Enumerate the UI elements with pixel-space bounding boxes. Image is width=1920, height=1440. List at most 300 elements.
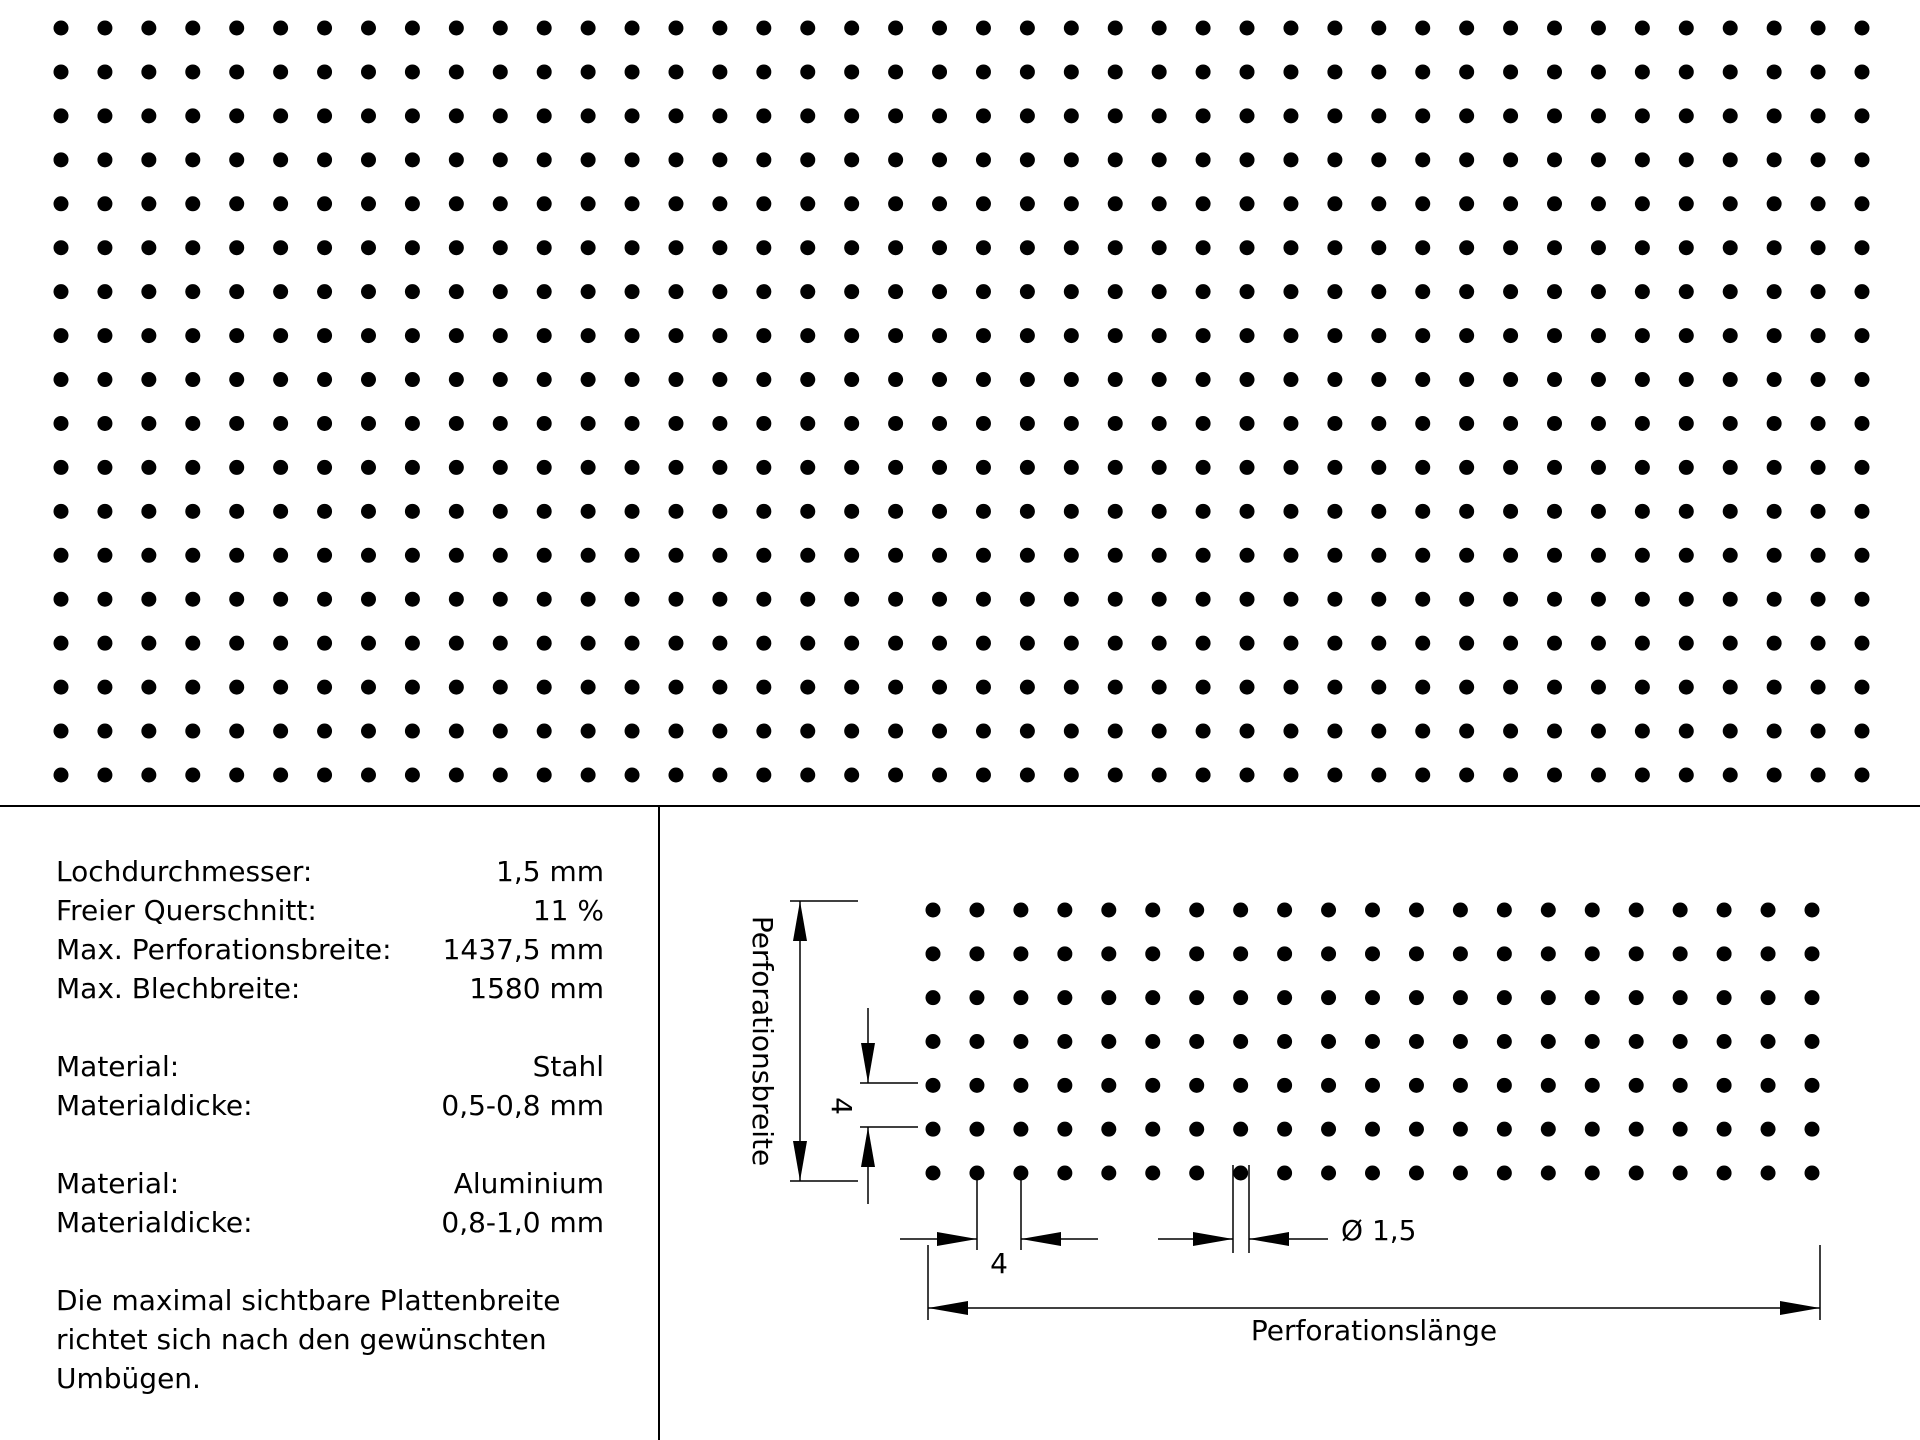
perforation-hole bbox=[1723, 328, 1738, 343]
perforation-hole bbox=[1459, 284, 1474, 299]
detail-hole bbox=[1805, 903, 1820, 918]
perforation-hole bbox=[1811, 680, 1826, 695]
perforation-hole bbox=[449, 328, 464, 343]
perforation-hole bbox=[405, 328, 420, 343]
perforation-hole bbox=[844, 21, 859, 36]
perforation-hole bbox=[932, 416, 947, 431]
perforation-hole bbox=[405, 636, 420, 651]
perforation-hole bbox=[1327, 636, 1342, 651]
perforation-hole bbox=[1459, 680, 1474, 695]
detail-hole bbox=[1189, 990, 1204, 1005]
perforation-hole bbox=[54, 64, 69, 79]
detail-hole bbox=[1013, 946, 1028, 961]
perforation-hole bbox=[97, 284, 112, 299]
detail-hole bbox=[1365, 1078, 1380, 1093]
detail-hole bbox=[1805, 1034, 1820, 1049]
perforation-hole bbox=[888, 504, 903, 519]
perforation-hole bbox=[1240, 592, 1255, 607]
perforation-hole bbox=[537, 548, 552, 563]
perforation-hole bbox=[273, 504, 288, 519]
perforation-hole bbox=[405, 108, 420, 123]
perforation-hole bbox=[405, 504, 420, 519]
detail-hole bbox=[1101, 903, 1116, 918]
perforation-hole bbox=[844, 328, 859, 343]
perforation-hole bbox=[625, 768, 640, 783]
perforation-hole bbox=[141, 372, 156, 387]
detail-hole bbox=[1805, 1078, 1820, 1093]
detail-hole bbox=[1409, 1078, 1424, 1093]
perforation-hole bbox=[1503, 768, 1518, 783]
perforation-hole bbox=[844, 240, 859, 255]
detail-hole bbox=[1409, 946, 1424, 961]
detail-hole bbox=[1013, 903, 1028, 918]
perforation-hole bbox=[1064, 372, 1079, 387]
perforation-hole bbox=[141, 680, 156, 695]
perforation-hole bbox=[1547, 328, 1562, 343]
perforation-hole bbox=[361, 284, 376, 299]
perforation-hole bbox=[1152, 548, 1167, 563]
perforation-hole bbox=[668, 284, 683, 299]
detail-hole bbox=[1805, 990, 1820, 1005]
perforation-hole bbox=[1283, 504, 1298, 519]
perforation-hole bbox=[1855, 196, 1870, 211]
perforation-hole bbox=[405, 64, 420, 79]
perforation-hole bbox=[97, 724, 112, 739]
perforation-hole bbox=[1635, 636, 1650, 651]
perforation-hole bbox=[1152, 284, 1167, 299]
perforation-hole bbox=[1767, 240, 1782, 255]
perforation-hole bbox=[1679, 416, 1694, 431]
perforation-hole bbox=[185, 108, 200, 123]
perforation-hole bbox=[888, 328, 903, 343]
perforation-hole bbox=[1503, 592, 1518, 607]
perforation-hole bbox=[1503, 636, 1518, 651]
perforation-hole bbox=[1723, 284, 1738, 299]
perforation-hole bbox=[1196, 64, 1211, 79]
perforation-hole bbox=[449, 504, 464, 519]
detail-hole bbox=[1805, 1122, 1820, 1137]
perforation-hole bbox=[800, 636, 815, 651]
perforation-hole bbox=[1811, 592, 1826, 607]
perforation-hole bbox=[1855, 152, 1870, 167]
perforation-hole bbox=[581, 724, 596, 739]
perforation-hole bbox=[1196, 680, 1211, 695]
perforation-hole bbox=[1415, 548, 1430, 563]
detail-hole bbox=[1497, 1034, 1512, 1049]
detail-hole bbox=[1453, 1122, 1468, 1137]
perforation-hole bbox=[976, 416, 991, 431]
perforation-hole bbox=[976, 21, 991, 36]
spec-label: Material: bbox=[56, 1050, 180, 1083]
perforation-hole bbox=[712, 108, 727, 123]
perforation-hole bbox=[537, 504, 552, 519]
detail-hole bbox=[1277, 1078, 1292, 1093]
perforation-hole bbox=[1679, 636, 1694, 651]
perforation-hole bbox=[800, 21, 815, 36]
perforation-hole bbox=[1503, 328, 1518, 343]
perforation-hole bbox=[361, 372, 376, 387]
perforation-hole bbox=[317, 240, 332, 255]
perforation-hole bbox=[537, 636, 552, 651]
perforation-hole bbox=[1547, 636, 1562, 651]
perforation-hole bbox=[1855, 636, 1870, 651]
detail-hole bbox=[1541, 903, 1556, 918]
perforation-hole bbox=[97, 504, 112, 519]
perforation-hole bbox=[625, 196, 640, 211]
detail-hole bbox=[1189, 946, 1204, 961]
detail-hole bbox=[1057, 1122, 1072, 1137]
perforation-hole bbox=[1064, 460, 1079, 475]
perforation-hole bbox=[1679, 108, 1694, 123]
detail-hole bbox=[1805, 946, 1820, 961]
perforation-hole bbox=[1283, 284, 1298, 299]
perforation-hole bbox=[405, 592, 420, 607]
perforation-hole bbox=[1152, 240, 1167, 255]
perforation-hole bbox=[1020, 636, 1035, 651]
perforation-hole bbox=[1415, 21, 1430, 36]
perforation-hole bbox=[976, 724, 991, 739]
perforation-hole bbox=[1152, 680, 1167, 695]
perforation-hole bbox=[537, 416, 552, 431]
perforation-hole bbox=[756, 328, 771, 343]
perforation-hole bbox=[361, 152, 376, 167]
perforation-hole bbox=[185, 328, 200, 343]
perforation-hole bbox=[273, 372, 288, 387]
perforation-hole bbox=[932, 196, 947, 211]
perforation-hole bbox=[361, 724, 376, 739]
perforation-hole bbox=[185, 21, 200, 36]
perforation-hole bbox=[1635, 196, 1650, 211]
perforation-hole bbox=[1679, 548, 1694, 563]
perforation-hole bbox=[756, 108, 771, 123]
perforation-hole bbox=[1283, 680, 1298, 695]
perforation-hole bbox=[1196, 372, 1211, 387]
perforation-hole bbox=[185, 768, 200, 783]
spec-note: Die maximal sichtbare Plattenbreite richtet sich nach den gewünschten Umbügen. bbox=[56, 1284, 561, 1395]
perforation-hole bbox=[1108, 680, 1123, 695]
perforation-hole bbox=[1108, 372, 1123, 387]
detail-hole bbox=[1629, 903, 1644, 918]
perforation-hole bbox=[1679, 504, 1694, 519]
detail-hole bbox=[1409, 1166, 1424, 1181]
perforation-hole bbox=[1767, 416, 1782, 431]
perforation-hole bbox=[185, 460, 200, 475]
detail-hole bbox=[1145, 1078, 1160, 1093]
perforation-hole bbox=[625, 636, 640, 651]
perforation-hole bbox=[1020, 768, 1035, 783]
perforation-hole bbox=[1240, 21, 1255, 36]
perforation-hole bbox=[1459, 460, 1474, 475]
perforation-hole bbox=[1152, 152, 1167, 167]
perforation-hole bbox=[1723, 636, 1738, 651]
perforation-hole bbox=[888, 240, 903, 255]
perforation-hole bbox=[1767, 328, 1782, 343]
perforation-hole bbox=[1064, 548, 1079, 563]
perforation-hole bbox=[1547, 240, 1562, 255]
perforation-hole bbox=[449, 592, 464, 607]
detail-hole bbox=[1145, 946, 1160, 961]
perforation-hole bbox=[1767, 724, 1782, 739]
perforation-hole bbox=[1767, 680, 1782, 695]
perforation-hole bbox=[449, 64, 464, 79]
detail-hole bbox=[1761, 946, 1776, 961]
detail-drawing bbox=[660, 807, 1920, 1440]
perforation-hole bbox=[449, 416, 464, 431]
spec-label: Material: bbox=[56, 1167, 180, 1200]
perforation-hole bbox=[229, 592, 244, 607]
vertical-pitch-label: 4 bbox=[825, 1097, 858, 1115]
perforation-hole bbox=[1415, 460, 1430, 475]
perforation-hole bbox=[1503, 240, 1518, 255]
perforation-hole bbox=[1591, 592, 1606, 607]
perforation-hole bbox=[756, 284, 771, 299]
detail-hole bbox=[969, 1122, 984, 1137]
perforation-hole bbox=[493, 592, 508, 607]
perforation-hole bbox=[1459, 328, 1474, 343]
perforation-hole bbox=[1283, 328, 1298, 343]
perforation-hole bbox=[1635, 64, 1650, 79]
perforation-hole bbox=[712, 680, 727, 695]
perforation-hole bbox=[97, 548, 112, 563]
detail-hole bbox=[1321, 903, 1336, 918]
perforation-hole bbox=[1723, 460, 1738, 475]
perforation-hole bbox=[229, 504, 244, 519]
perforation-hole bbox=[1547, 152, 1562, 167]
perforation-hole bbox=[141, 328, 156, 343]
detail-hole bbox=[1409, 903, 1424, 918]
perforation-hole bbox=[185, 152, 200, 167]
perforation-hole bbox=[1855, 460, 1870, 475]
perforation-hole bbox=[1020, 108, 1035, 123]
perforation-hole bbox=[1327, 108, 1342, 123]
perforation-hole bbox=[1152, 372, 1167, 387]
detail-hole bbox=[1057, 1078, 1072, 1093]
perforation-hole bbox=[1459, 108, 1474, 123]
perforation-hole bbox=[712, 416, 727, 431]
detail-hole bbox=[1761, 990, 1776, 1005]
detail-hole bbox=[1585, 1166, 1600, 1181]
perforation-hole bbox=[932, 372, 947, 387]
perforation-hole bbox=[932, 284, 947, 299]
perforation-hole bbox=[844, 548, 859, 563]
perforation-hole bbox=[976, 768, 991, 783]
perforation-hole bbox=[229, 680, 244, 695]
perforation-hole bbox=[712, 328, 727, 343]
perforation-hole bbox=[1020, 592, 1035, 607]
perforation-hole bbox=[273, 196, 288, 211]
perforation-hole bbox=[1108, 196, 1123, 211]
detail-hole bbox=[1233, 990, 1248, 1005]
perforation-hole bbox=[1240, 196, 1255, 211]
perforation-hole bbox=[1723, 592, 1738, 607]
perforation-hole bbox=[844, 636, 859, 651]
perforation-hole bbox=[361, 592, 376, 607]
spec-value: Stahl bbox=[532, 1050, 604, 1083]
perforation-hole bbox=[229, 196, 244, 211]
perforation-hole bbox=[1415, 328, 1430, 343]
perforation-hole bbox=[712, 284, 727, 299]
detail-hole bbox=[1629, 1034, 1644, 1049]
perforation-hole bbox=[1547, 416, 1562, 431]
perforation-hole bbox=[1240, 504, 1255, 519]
perforation-hole bbox=[449, 724, 464, 739]
perforation-hole bbox=[888, 21, 903, 36]
perforation-hole bbox=[141, 636, 156, 651]
perforation-hole bbox=[493, 548, 508, 563]
perforation-hole bbox=[1591, 504, 1606, 519]
perforation-hole bbox=[1591, 768, 1606, 783]
perforation-hole bbox=[1371, 548, 1386, 563]
perforation-hole bbox=[449, 372, 464, 387]
detail-hole bbox=[1057, 1166, 1072, 1181]
perforation-hole bbox=[1591, 548, 1606, 563]
perforation-hole bbox=[888, 152, 903, 167]
perforation-hole bbox=[229, 636, 244, 651]
perforation-hole bbox=[1855, 21, 1870, 36]
detail-hole bbox=[1277, 1122, 1292, 1137]
perforation-hole bbox=[1459, 724, 1474, 739]
perforation-hole bbox=[1767, 372, 1782, 387]
perforation-hole bbox=[1635, 284, 1650, 299]
perforation-hole bbox=[712, 240, 727, 255]
perforation-hole bbox=[581, 680, 596, 695]
perforation-hole bbox=[888, 636, 903, 651]
perforation-hole bbox=[1591, 240, 1606, 255]
perforation-hole bbox=[1108, 240, 1123, 255]
perforation-hole bbox=[1855, 328, 1870, 343]
perforation-hole bbox=[54, 108, 69, 123]
perforation-hole bbox=[1635, 372, 1650, 387]
perforation-hole bbox=[1503, 108, 1518, 123]
detail-hole bbox=[1409, 990, 1424, 1005]
perforation-hole bbox=[1327, 196, 1342, 211]
perforation-hole bbox=[1371, 724, 1386, 739]
detail-hole bbox=[1717, 946, 1732, 961]
detail-hole bbox=[1673, 1122, 1688, 1137]
perforation-hole bbox=[1108, 284, 1123, 299]
perforation-hole bbox=[141, 196, 156, 211]
perforation-hole bbox=[54, 680, 69, 695]
perforation-hole bbox=[185, 196, 200, 211]
perforation-hole bbox=[54, 372, 69, 387]
perforation-hole bbox=[1767, 768, 1782, 783]
detail-hole bbox=[1761, 903, 1776, 918]
perforation-hole bbox=[185, 592, 200, 607]
perforation-hole bbox=[1723, 64, 1738, 79]
detail-hole bbox=[1629, 1122, 1644, 1137]
perforation-hole bbox=[1635, 548, 1650, 563]
perforation-hole bbox=[712, 592, 727, 607]
perforation-hole bbox=[1723, 372, 1738, 387]
perforation-hole bbox=[1415, 240, 1430, 255]
perforation-hole bbox=[273, 152, 288, 167]
perforation-hole bbox=[1196, 724, 1211, 739]
perforation-hole bbox=[1371, 592, 1386, 607]
perforation-hole bbox=[1327, 460, 1342, 475]
detail-hole bbox=[1717, 1166, 1732, 1181]
perforation-hole bbox=[449, 680, 464, 695]
perforation-hole bbox=[229, 416, 244, 431]
detail-hole bbox=[1057, 903, 1072, 918]
perforation-hole bbox=[493, 768, 508, 783]
perforation-hole bbox=[1415, 152, 1430, 167]
perforation-hole bbox=[1283, 372, 1298, 387]
perforation-hole bbox=[1591, 64, 1606, 79]
perforation-hole bbox=[54, 636, 69, 651]
perforation-hole bbox=[1020, 328, 1035, 343]
perforation-hole bbox=[493, 460, 508, 475]
perforation-hole bbox=[1283, 21, 1298, 36]
perforation-hole bbox=[888, 680, 903, 695]
detail-hole bbox=[1277, 990, 1292, 1005]
perforation-hole bbox=[1591, 152, 1606, 167]
detail-hole bbox=[1057, 990, 1072, 1005]
perforation-hole bbox=[1503, 21, 1518, 36]
perforation-hole bbox=[1767, 108, 1782, 123]
perforation-hole bbox=[229, 548, 244, 563]
perforation-hole bbox=[668, 548, 683, 563]
perforation-hole bbox=[1547, 284, 1562, 299]
perforation-hole bbox=[361, 460, 376, 475]
perforation-hole bbox=[317, 64, 332, 79]
spec-label: Lochdurchmesser: bbox=[56, 855, 313, 888]
perforation-hole bbox=[1283, 108, 1298, 123]
perforation-hole bbox=[1547, 548, 1562, 563]
perforation-hole bbox=[1371, 680, 1386, 695]
perforation-hole bbox=[1240, 636, 1255, 651]
perforation-hole bbox=[844, 592, 859, 607]
detail-hole bbox=[1101, 1166, 1116, 1181]
perforation-hole bbox=[97, 64, 112, 79]
perforation-hole bbox=[712, 196, 727, 211]
perforation-hole bbox=[1415, 680, 1430, 695]
perforation-hole bbox=[54, 328, 69, 343]
perforation-hole bbox=[1327, 504, 1342, 519]
perforation-hole bbox=[712, 548, 727, 563]
perforation-hole bbox=[1283, 416, 1298, 431]
perforation-hole bbox=[756, 21, 771, 36]
perforation-hole bbox=[1108, 548, 1123, 563]
perforation-hole bbox=[1459, 196, 1474, 211]
perforation-hole bbox=[229, 328, 244, 343]
perforation-hole bbox=[1371, 636, 1386, 651]
perforation-hole bbox=[625, 372, 640, 387]
perforation-hole bbox=[581, 196, 596, 211]
perforation-hole bbox=[273, 240, 288, 255]
perforation-hole bbox=[1547, 504, 1562, 519]
perforation-hole bbox=[1547, 768, 1562, 783]
perforation-hole bbox=[844, 460, 859, 475]
perforation-hole bbox=[185, 284, 200, 299]
perforation-hole bbox=[756, 416, 771, 431]
perforation-hole bbox=[54, 724, 69, 739]
detail-hole bbox=[1585, 1122, 1600, 1137]
perforation-hole bbox=[1547, 108, 1562, 123]
detail-hole bbox=[926, 990, 941, 1005]
detail-hole bbox=[1365, 1122, 1380, 1137]
detail-hole bbox=[1233, 1078, 1248, 1093]
perforation-hole bbox=[1064, 328, 1079, 343]
spec-label: Freier Querschnitt: bbox=[56, 894, 317, 927]
perforation-hole bbox=[1547, 196, 1562, 211]
perforation-hole bbox=[537, 680, 552, 695]
perforation-hole bbox=[1679, 196, 1694, 211]
perforation-hole bbox=[405, 460, 420, 475]
perforation-hole bbox=[888, 768, 903, 783]
perforation-hole bbox=[97, 636, 112, 651]
perforation-hole bbox=[185, 724, 200, 739]
detail-hole bbox=[1541, 1122, 1556, 1137]
